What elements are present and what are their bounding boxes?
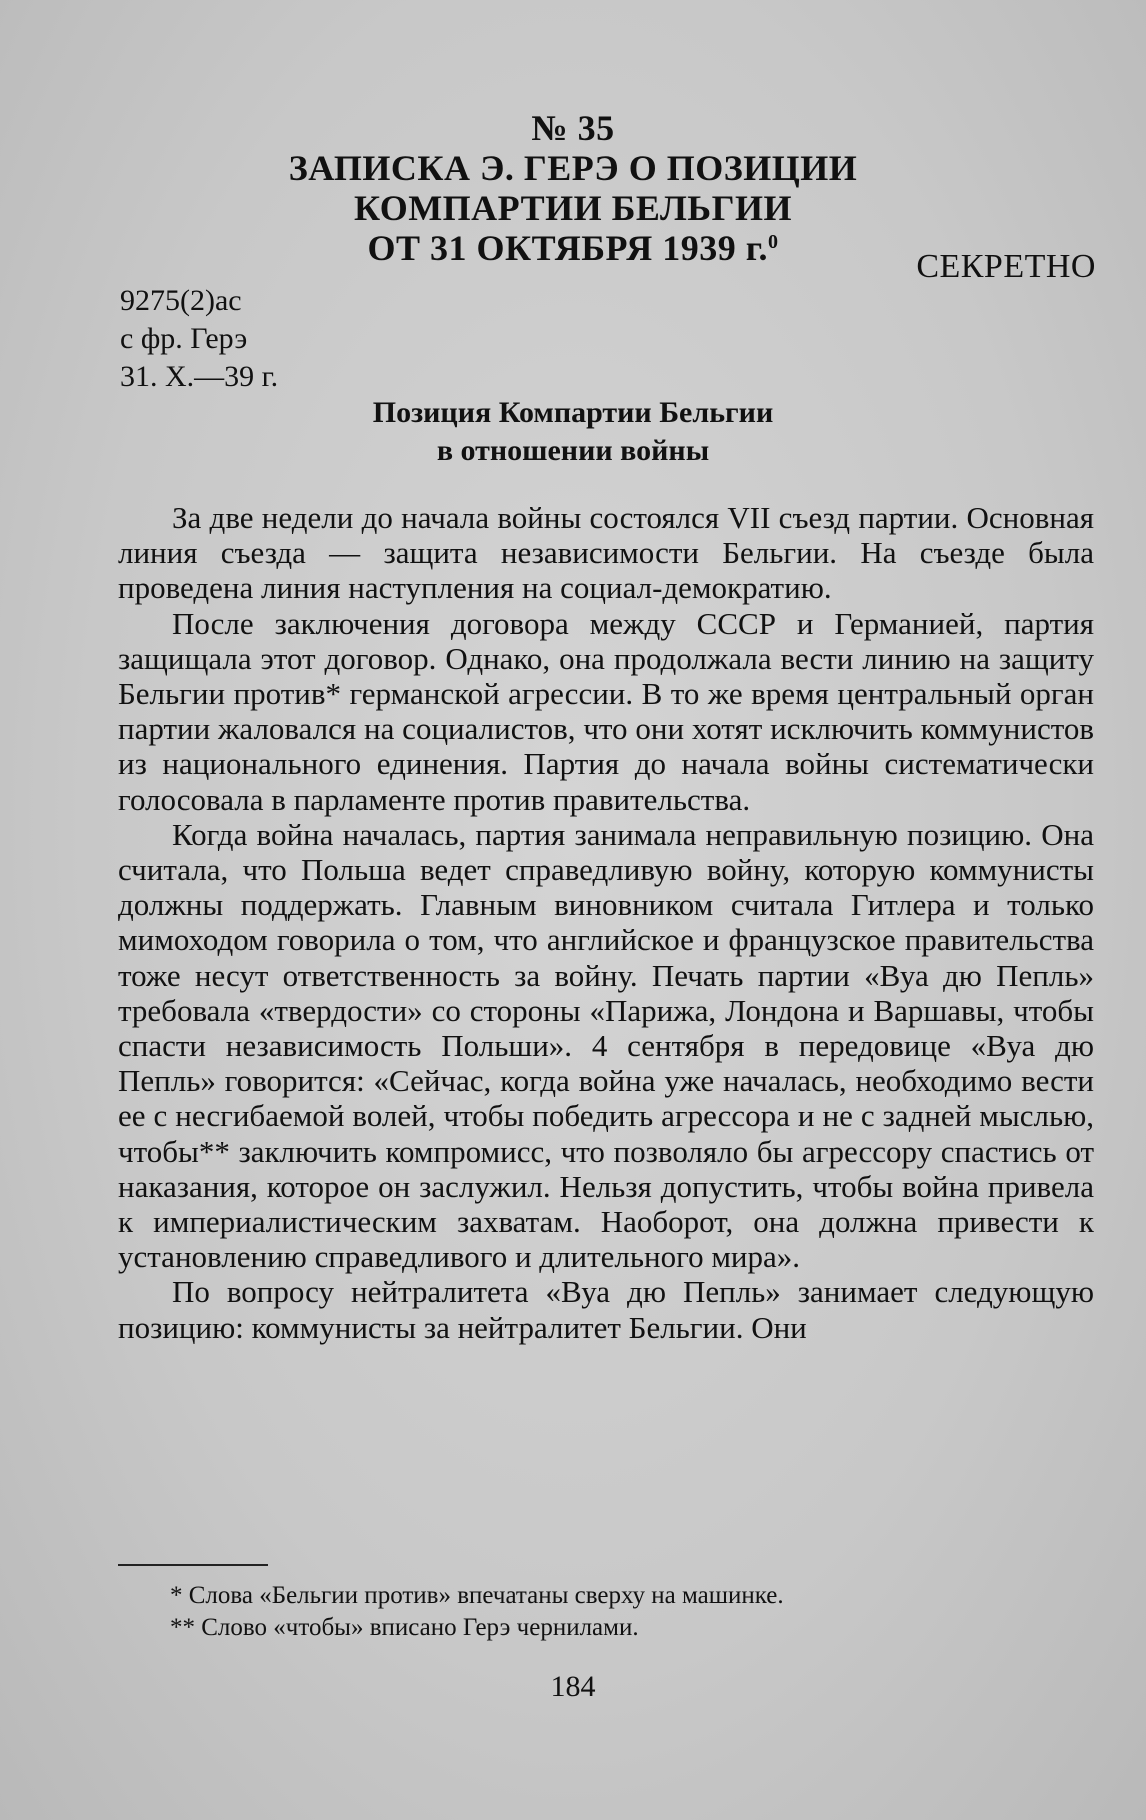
footnote: * Слова «Бельгии против» впечатаны сверху на машинке. bbox=[170, 1582, 784, 1609]
page-number: 184 bbox=[550, 1670, 596, 1703]
translation-note: с фр. Герэ bbox=[120, 322, 248, 355]
document-title-line-text: ОТ 31 ОКТЯБРЯ 1939 г. bbox=[367, 228, 769, 268]
document-header bbox=[0, 108, 1146, 268]
footnote-divider bbox=[118, 1564, 268, 1566]
paragraph: За две недели до начала войны состоялся VII съезд партии. Основная линия съезда — защита независимости Бельгии. На съезде была проведена линия наступления на социал-демократию. bbox=[118, 500, 1094, 606]
paragraph: По вопросу нейтралитета «Вуа дю Пепль» занимает следующую позицию: коммунисты за нейтралитет Бельгии. Они bbox=[118, 1274, 1094, 1345]
title-note-mark: 0 bbox=[768, 231, 779, 253]
subtitle-line: в отношении войны bbox=[436, 434, 710, 467]
document-date: 31. X.—39 г. bbox=[120, 360, 279, 393]
archive-meta bbox=[120, 282, 278, 396]
section-subtitle bbox=[0, 394, 1146, 470]
paragraph: После заключения договора между СССР и Германией, партия защищала этот договор. Однако, она продолжала вести линию на защиту Бельгии против* германской агрессии. В то же время центральный орган партии жаловался на социалистов, что они хотят исключить коммунистов из национального единения. Партия до начала войны систематически голосовала в парламенте против правительства. bbox=[118, 605, 1094, 817]
document-title-line: КОМПАРТИИ БЕЛЬГИИ bbox=[353, 188, 792, 228]
subtitle-line: Позиция Компартии Бельгии bbox=[372, 396, 774, 429]
classification-stamp: СЕКРЕТНО bbox=[916, 248, 1096, 285]
archive-reference: 9275(2)ас bbox=[120, 284, 242, 317]
footnotes bbox=[170, 1580, 784, 1644]
footnote: ** Слово «чтобы» вписано Герэ чернилами. bbox=[170, 1614, 639, 1641]
paragraph: Когда война началась, партия занимала неправильную позицию. Она считала, что Польша ведет справедливую войну, которую коммунисты должны поддержать. Главным виновником считала Гитлера и только мимоходом говорила о том, что английское и французское правительства тоже несут ответственность за войну. Печать партии «Вуа дю Пепль» требовала «твердости» со стороны «Парижа, Лондона и Варшавы, чтобы спасти независимость Польши». 4 сентября в передовице «Вуа дю Пепль» говорится: «Сейчас, когда война уже началась, необходимо вести ее с несгибаемой волей, чтобы победить агрессора и не с задней мыслью, чтобы** заключить компромисс, что позволяло бы агрессору спастись от наказания, которое он заслужил. Нельзя допустить, чтобы война привела к империалистическим захватам. Наоборот, она должна привести к установлению справедливого и длительного мира». bbox=[118, 816, 1094, 1275]
body-text bbox=[118, 500, 1094, 1345]
document-title-line: ЗАПИСКА Э. ГЕРЭ О ПОЗИЦИИ bbox=[288, 148, 858, 188]
document-number: № 35 bbox=[531, 108, 615, 148]
